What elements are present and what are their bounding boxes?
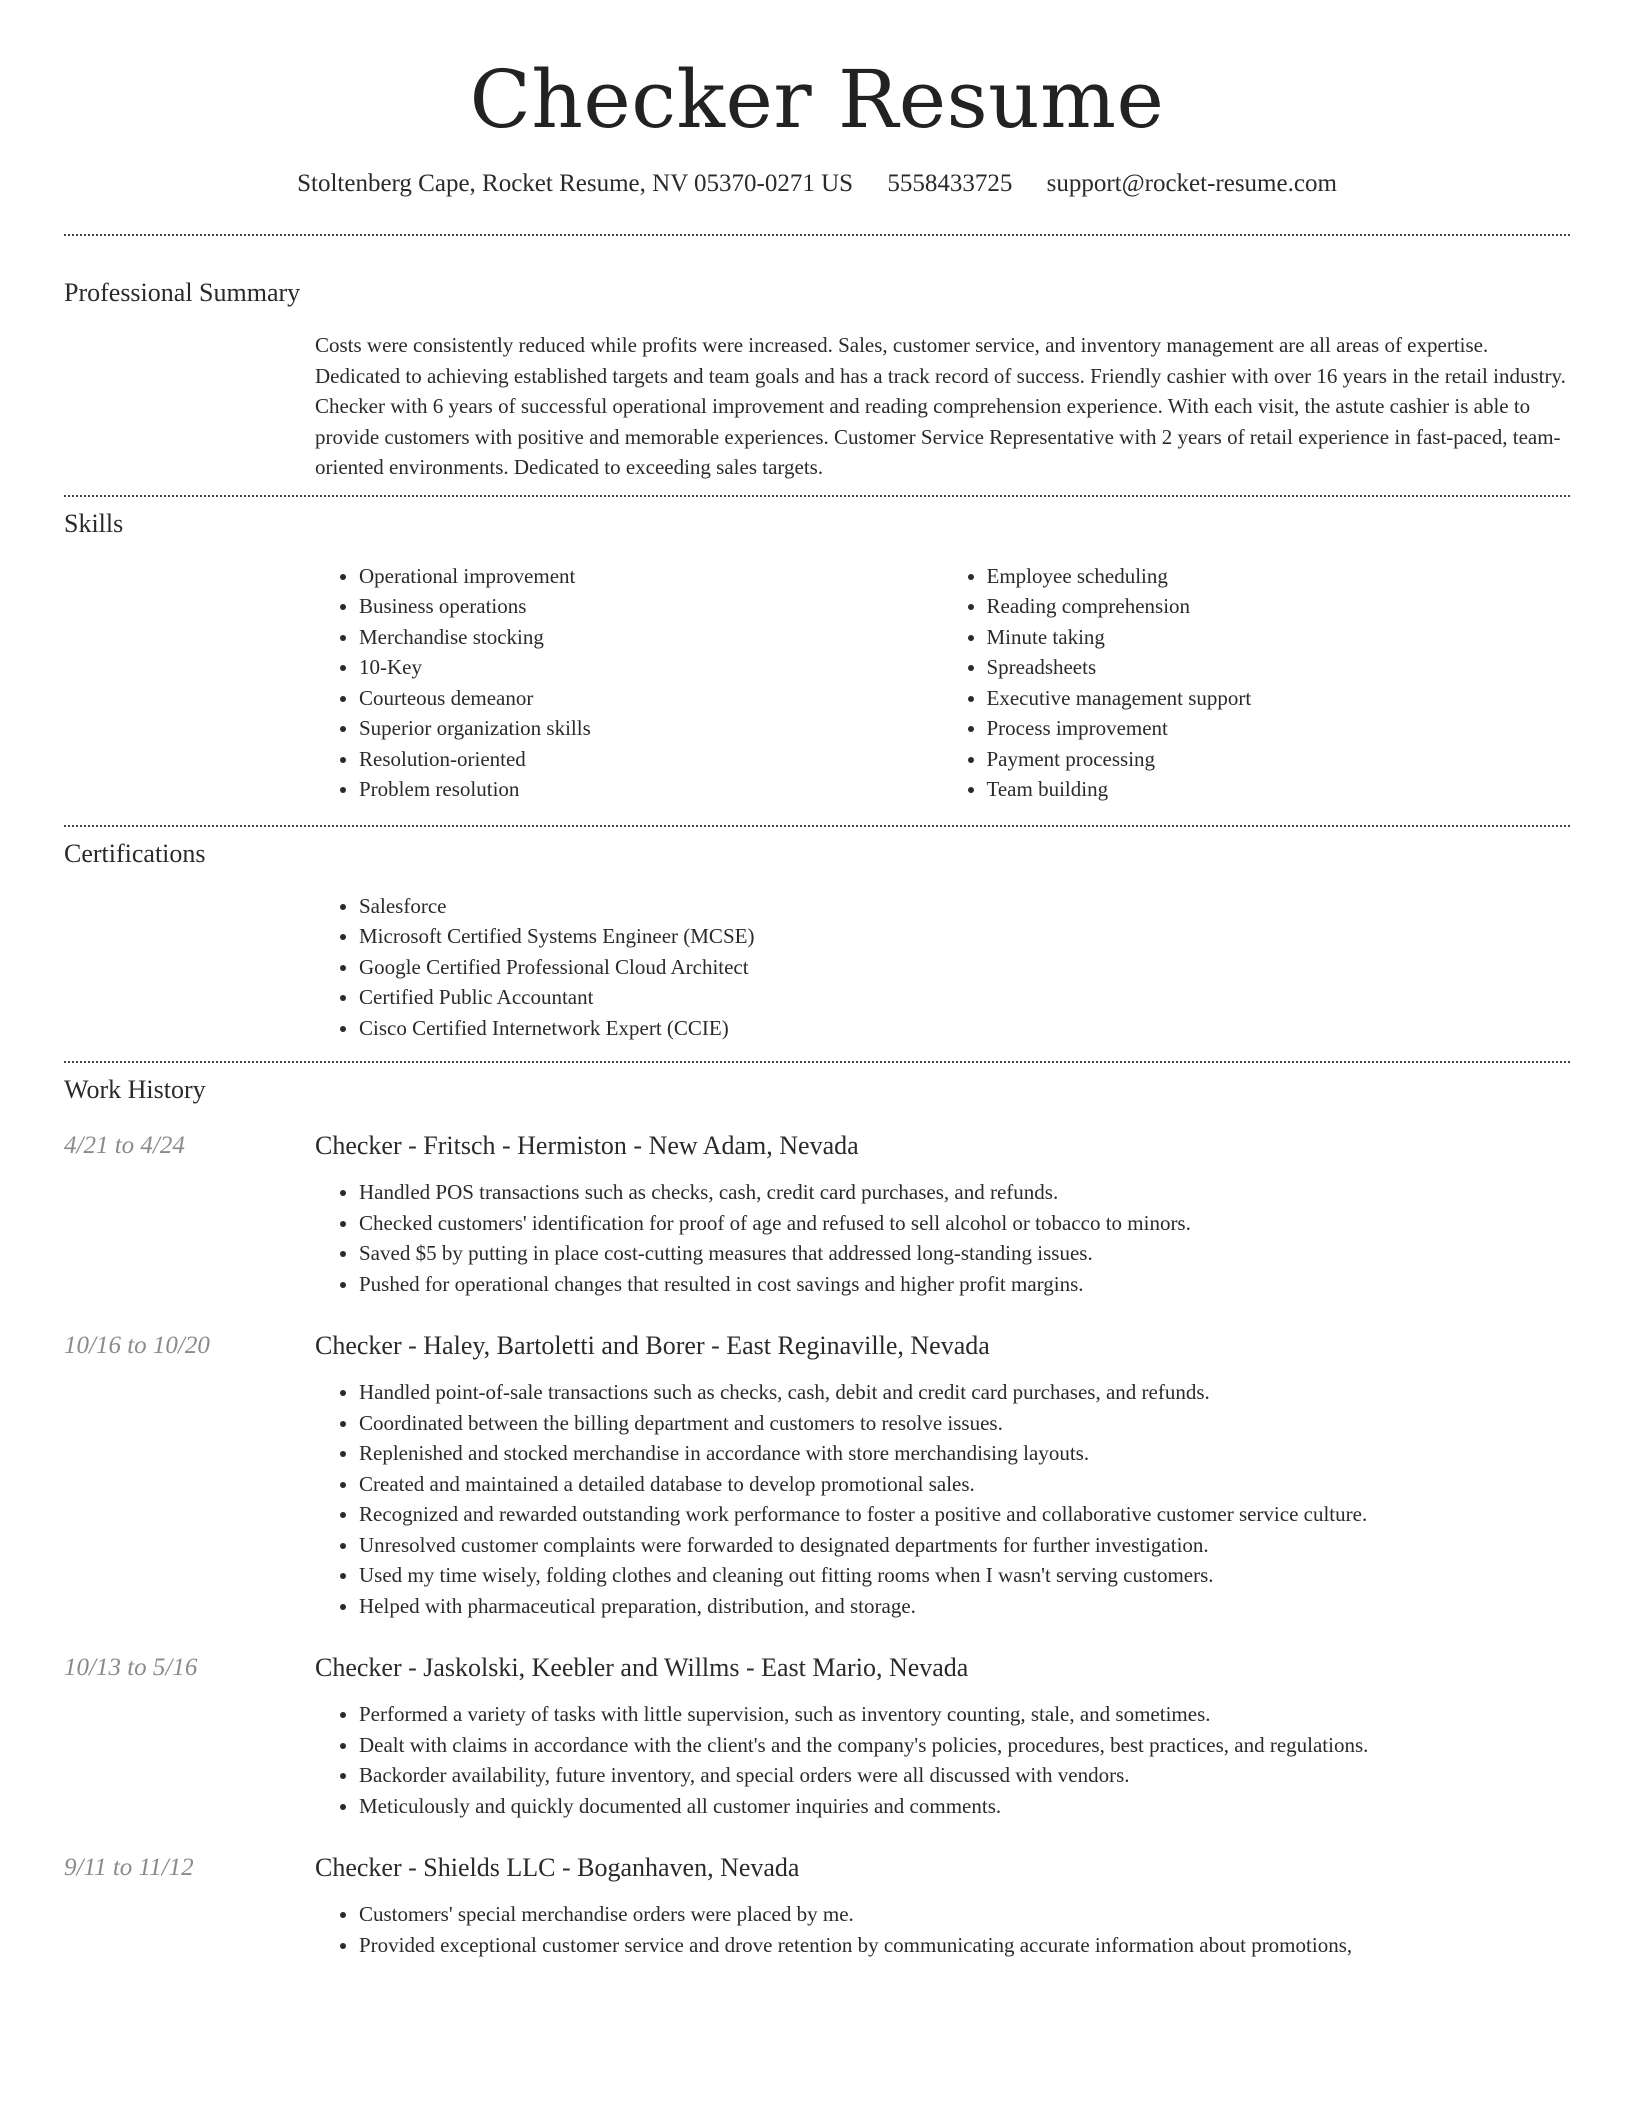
summary-section [64, 236, 1570, 483]
list-item: • Operational improvement [359, 561, 943, 592]
job-title: Checker - Jaskolski, Keebler and Willms - East Mario, Nevada [315, 1653, 969, 1682]
list-item: • Resolution-oriented [359, 744, 943, 775]
job-body [315, 1899, 1570, 1960]
job-bullets [315, 1699, 1570, 1821]
contact-address: Stoltenberg Cape, Rocket Resume, NV 05370-0271 US [297, 170, 854, 197]
job-body [315, 1377, 1570, 1621]
skills-section [64, 497, 1570, 805]
work-section [64, 1063, 1570, 1960]
skills-list-left [315, 561, 943, 805]
certifications-body [315, 891, 1570, 1044]
list-item: • Unresolved customer complaints were forwarded to designated departments for further investigation. [359, 1530, 1570, 1561]
list-item: • Backorder availability, future inventory, and special orders were all discussed with vendors. [359, 1760, 1570, 1791]
list-item: • Courteous demeanor [359, 683, 943, 714]
summary-body [315, 330, 1570, 483]
list-item: • 10-Key [359, 652, 943, 683]
list-item: • Customers' special merchandise orders were placed by me. [359, 1899, 1570, 1930]
list-item: • Pushed for operational changes that resulted in cost savings and higher profit margins. [359, 1269, 1570, 1300]
job-dates: 10/16 to 10/20 [64, 1332, 210, 1359]
job-title: Checker - Fritsch - Hermiston - New Adam, Nevada [315, 1131, 859, 1160]
list-item: • Spreadsheets [987, 652, 1571, 683]
list-item: • Handled POS transactions such as checks, cash, credit card purchases, and refunds. [359, 1177, 1570, 1208]
list-item: • Team building [987, 774, 1571, 805]
contact-line [64, 168, 1570, 200]
list-item: • Provided exceptional customer service and drove retention by communicating accurate information about promotions, [359, 1930, 1570, 1961]
certifications-section [64, 827, 1570, 1044]
job-dates: 9/11 to 11/12 [64, 1854, 194, 1881]
list-item: • Microsoft Certified Systems Engineer (MCSE) [359, 921, 1570, 952]
job-dates: 10/13 to 5/16 [64, 1654, 198, 1681]
resume-page [64, 0, 1570, 1960]
list-item: • Saved $5 by putting in place cost-cutting measures that addressed long-standing issues. [359, 1238, 1570, 1269]
job-title: Checker - Haley, Bartoletti and Borer - East Reginaville, Nevada [315, 1331, 990, 1360]
list-item: • Performed a variety of tasks with little supervision, such as inventory counting, stale, and sometimes. [359, 1699, 1570, 1730]
job-entry [64, 1129, 1570, 1299]
section-title-skills: Skills [64, 508, 124, 538]
list-item: • Dealt with claims in accordance with the client's and the company's policies, procedures, best practices, and regulations. [359, 1730, 1570, 1761]
job-entry [64, 1651, 1570, 1821]
job-bullets [315, 1377, 1570, 1621]
job-title: Checker - Shields LLC - Boganhaven, Nevada [315, 1853, 800, 1882]
job-dates: 4/21 to 4/24 [64, 1132, 185, 1159]
list-item: • Superior organization skills [359, 713, 943, 744]
list-item: • Helped with pharmaceutical preparation, distribution, and storage. [359, 1591, 1570, 1622]
list-item: • Salesforce [359, 891, 1570, 922]
list-item: • Handled point-of-sale transactions such as checks, cash, debit and credit card purchases, and refunds. [359, 1377, 1570, 1408]
section-title-summary: Professional Summary [64, 278, 301, 307]
list-item: • Created and maintained a detailed database to develop promotional sales. [359, 1469, 1570, 1500]
list-item: • Employee scheduling [987, 561, 1571, 592]
list-item: • Cisco Certified Internetwork Expert (CCIE) [359, 1013, 1570, 1044]
section-title-work: Work History [64, 1075, 206, 1104]
list-item: • Problem resolution [359, 774, 943, 805]
list-item: • Reading comprehension [987, 591, 1571, 622]
list-item: • Business operations [359, 591, 943, 622]
skills-list-right [943, 561, 1571, 805]
list-item: • Checked customers' identification for proof of age and refused to sell alcohol or tobacco to minors. [359, 1208, 1570, 1239]
list-item: • Process improvement [987, 713, 1571, 744]
job-bullets [315, 1899, 1570, 1960]
list-item: • Executive management support [987, 683, 1571, 714]
job-entry [64, 1329, 1570, 1621]
list-item: • Certified Public Accountant [359, 982, 1570, 1013]
list-item: • Meticulously and quickly documented all customer inquiries and comments. [359, 1791, 1570, 1822]
list-item: • Minute taking [987, 622, 1571, 653]
list-item: • Payment processing [987, 744, 1571, 775]
list-item: • Coordinated between the billing department and customers to resolve issues. [359, 1408, 1570, 1439]
contact-email: support@rocket-resume.com [1046, 170, 1337, 197]
job-entry [64, 1851, 1570, 1960]
section-title-certifications: Certifications [64, 838, 206, 868]
summary-text: Costs were consistently reduced while profits were increased. Sales, customer service, and inventory management are all areas of expertise. Dedicated to achieving established targets and team goals and has a track record of success. Friendly cashier with over 16 years in the retail industry. Checker with 6 years of successful operational improvement and reading comprehension experience. With each visit, the astute cashier is able to provide customers with positive and memorable experiences. Customer Service Representative with 2 years of retail experience in fast-paced, team-oriented environments. Dedicated to exceeding sales targets. [315, 333, 1566, 479]
list-item: • Recognized and rewarded outstanding work performance to foster a positive and collaborative customer service culture. [359, 1499, 1570, 1530]
job-body [315, 1699, 1570, 1821]
list-item: • Google Certified Professional Cloud Architect [359, 952, 1570, 983]
resume-name: Checker Resume [469, 53, 1165, 146]
list-item: • Used my time wisely, folding clothes and cleaning out fitting rooms when I wasn't serving customers. [359, 1560, 1570, 1591]
job-bullets [315, 1177, 1570, 1299]
list-item: • Replenished and stocked merchandise in accordance with store merchandising layouts. [359, 1438, 1570, 1469]
certifications-list [315, 891, 1570, 1044]
job-body [315, 1177, 1570, 1299]
skills-grid [315, 561, 1570, 805]
list-item: • Merchandise stocking [359, 622, 943, 653]
contact-phone: 5558433725 [887, 170, 1013, 197]
